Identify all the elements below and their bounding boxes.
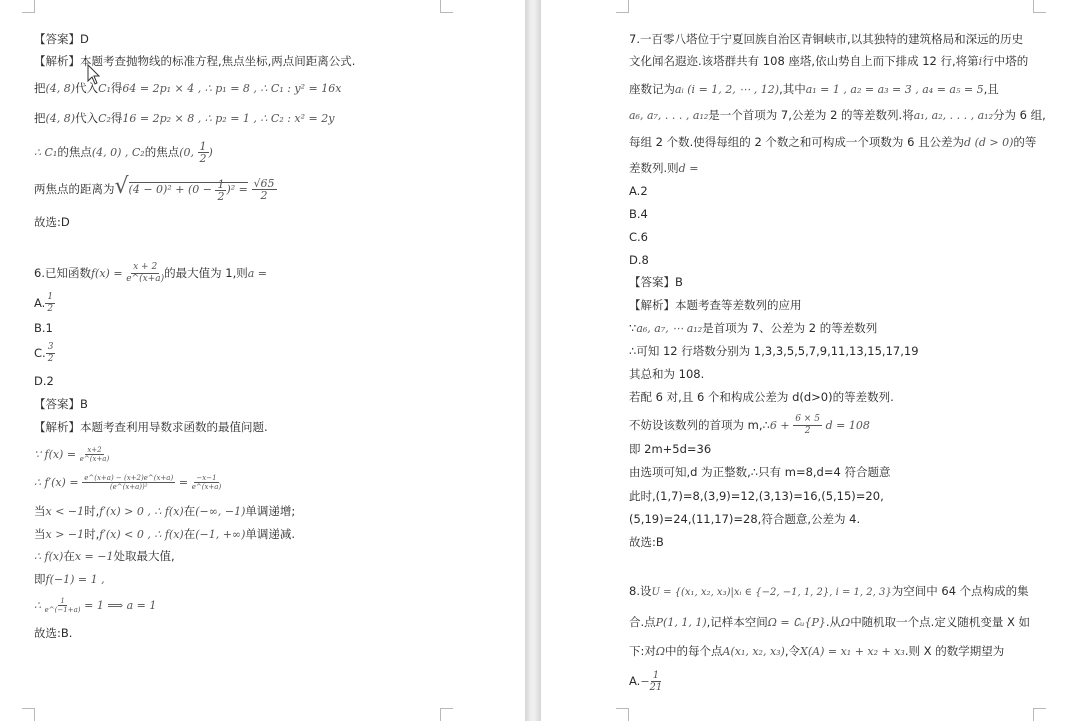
solution-line: (5,19)=24,(11,17)=28,符合题意,公差为 4. bbox=[629, 512, 861, 526]
right-page bbox=[541, 0, 1080, 721]
option-d: D.2 bbox=[34, 374, 54, 388]
question-7-line: 每组 2 个数.使得每组的 2 个数之和可构成一个项数为 6 且公差为d (d > 0)的等 bbox=[629, 135, 1037, 149]
option-b: B.4 bbox=[629, 207, 648, 221]
page-corner-mark bbox=[616, 0, 629, 13]
question-6: 6.已知函数f(x) = $\frac{x + 2}{e\^{}(x+a)}$ 的最大值为 1,则a = bbox=[34, 262, 268, 284]
solution-line: 不妨设该数列的首项为 m,∴6 + $\frac{6 \times 5}{2}$ d = 108 bbox=[629, 414, 870, 436]
conclusion-line: 故选:B. bbox=[34, 626, 73, 640]
solution-line: ∵a₆, a₇, ⋯ a₁₂是首项为 7、公差为 2 的等差数列 bbox=[629, 321, 878, 335]
solution-line: ∴ f′(x) = $\frac{e\^{}(x+a) - (x+2)e\^{}(x+a)}{\text{(e\textasciicircum{}(x+a))²}}$ = $\frac{-x-1}{e\^{}(x+a)}$ bbox=[34, 474, 222, 491]
analysis-line: 【解析】本题考查抛物线的标准方程,焦点坐标,两点间距离公式. bbox=[34, 54, 356, 68]
solution-line: 此时,(1,7)=8,(3,9)=12,(3,13)=16,(5,15)=20, bbox=[629, 489, 884, 503]
question-8-line: 下:对Ω中的每个点A(x₁, x₂, x₃),令X(A) = x₁ + x₂ + x₃.则 X 的数学期望为 bbox=[629, 644, 1005, 658]
option-c: C. $\frac{3}{2}$ bbox=[34, 342, 54, 364]
answer-line: 【答案】D bbox=[34, 32, 89, 46]
conclusion-line: 故选:B bbox=[629, 535, 664, 549]
solution-line: 把(4, 8)代入C₂得16 = 2p₂ × 8 , ∴ p₂ = 1 , ∴ C₂ : x² = 2y bbox=[34, 111, 335, 125]
option-d: D.8 bbox=[629, 253, 649, 267]
question-7-line: a₆, a₇, . . . , a₁₂是一个首项为 7,公差为 2 的等差数列.将a₁, a₂, . . . , a₁₂分为 6 组, bbox=[629, 108, 1046, 122]
page-corner-mark bbox=[440, 0, 453, 13]
option-a: A. $\frac{1}{2}$ bbox=[34, 292, 54, 314]
question-8-line: 8.设U = {(x₁, x₂, x₃)|xᵢ ∈ {−2, −1, 1, 2}, i = 1, 2, 3}为空间中 64 个点构成的集 bbox=[629, 584, 1029, 598]
solution-line: 当x < −1时,f′(x) > 0 , ∴ f(x)在(−∞, −1)单调递增; bbox=[34, 504, 296, 518]
option-b: B.1 bbox=[34, 321, 53, 335]
analysis-line: 【解析】本题考查等差数列的应用 bbox=[629, 298, 802, 312]
solution-line: ∴ C₁的焦点(4, 0) , C₂的焦点(0, $\frac{1}{2}$ ) bbox=[34, 140, 213, 165]
question-7-line: 差数列.则d = bbox=[629, 161, 699, 175]
solution-line: 其总和为 108. bbox=[629, 367, 705, 381]
solution-line: ∴ f(x)在x = −1处取最大值, bbox=[34, 549, 175, 563]
page-corner-mark bbox=[616, 708, 629, 721]
option-a: A.− $\frac{1}{21}$ bbox=[629, 670, 663, 693]
solution-line: ∴ $\frac{1}{e\^{}(-1+a)}$ = 1 ⟹ a = 1 bbox=[34, 597, 157, 614]
solution-line: 把(4, 8)代入C₁得64 = 2p₁ × 4 , ∴ p₁ = 8 , ∴ C₁ : y² = 16x bbox=[34, 81, 342, 95]
option-a: A.2 bbox=[629, 184, 648, 198]
answer-line: 【答案】B bbox=[34, 397, 88, 411]
page-corner-mark bbox=[440, 708, 453, 721]
answer-line: 【答案】B bbox=[629, 275, 683, 289]
page-corner-mark bbox=[22, 0, 35, 13]
solution-line: 若配 6 对,且 6 个和构成公差为 d(d>0)的等差数列. bbox=[629, 390, 894, 404]
conclusion-line: 故选:D bbox=[34, 215, 70, 229]
option-c: C.6 bbox=[629, 230, 649, 244]
solution-line: 由选项可知,d 为正整数,∴只有 m=8,d=4 符合题意 bbox=[629, 465, 891, 479]
page-corner-mark bbox=[1033, 708, 1046, 721]
solution-line: 即 2m+5d=36 bbox=[629, 442, 712, 456]
left-page bbox=[0, 0, 525, 721]
mouse-cursor-icon bbox=[87, 64, 101, 86]
question-7-line: 文化闻名遐迩.该塔群共有 108 座塔,依山势自上而下排成 12 行,将第i行中塔的 bbox=[629, 54, 1029, 68]
analysis-line: 【解析】本题考查利用导数求函数的最值问题. bbox=[34, 420, 268, 434]
page-corner-mark bbox=[22, 708, 35, 721]
solution-line: ∵ f(x) = $\frac{x+2}{e\^{}(x+a)}$ bbox=[34, 446, 110, 463]
question-8-line: 合.点P(1, 1, 1),记样本空间Ω = ∁ᵤ{P}.从Ω中随机取一个点.定义随机变量 X 如 bbox=[629, 615, 1031, 629]
solution-line: 两焦点的距离为√(4 − 0)² + (0 − $\frac{1}{2}$ )² = $\frac{√65}{2}$ bbox=[34, 174, 275, 203]
page-corner-mark bbox=[1033, 0, 1046, 13]
question-7-line: 座数记为aᵢ (i = 1, 2, ⋯ , 12),其中a₁ = 1 , a₂ = a₃ = 3 , a₄ = a₅ = 5,且 bbox=[629, 82, 999, 96]
solution-line: ∴可知 12 行塔数分别为 1,3,3,5,5,7,9,11,13,15,17,19 bbox=[629, 344, 919, 358]
solution-line: 即f(−1) = 1 , bbox=[34, 572, 105, 586]
question-7-line: 7.一百零八塔位于宁夏回族自治区青铜峡市,以其独特的建筑格局和深远的历史 bbox=[629, 32, 1024, 46]
page-gap bbox=[525, 0, 541, 721]
solution-line: 当x > −1时,f′(x) < 0 , ∴ f(x)在(−1, +∞)单调递减. bbox=[34, 527, 296, 541]
